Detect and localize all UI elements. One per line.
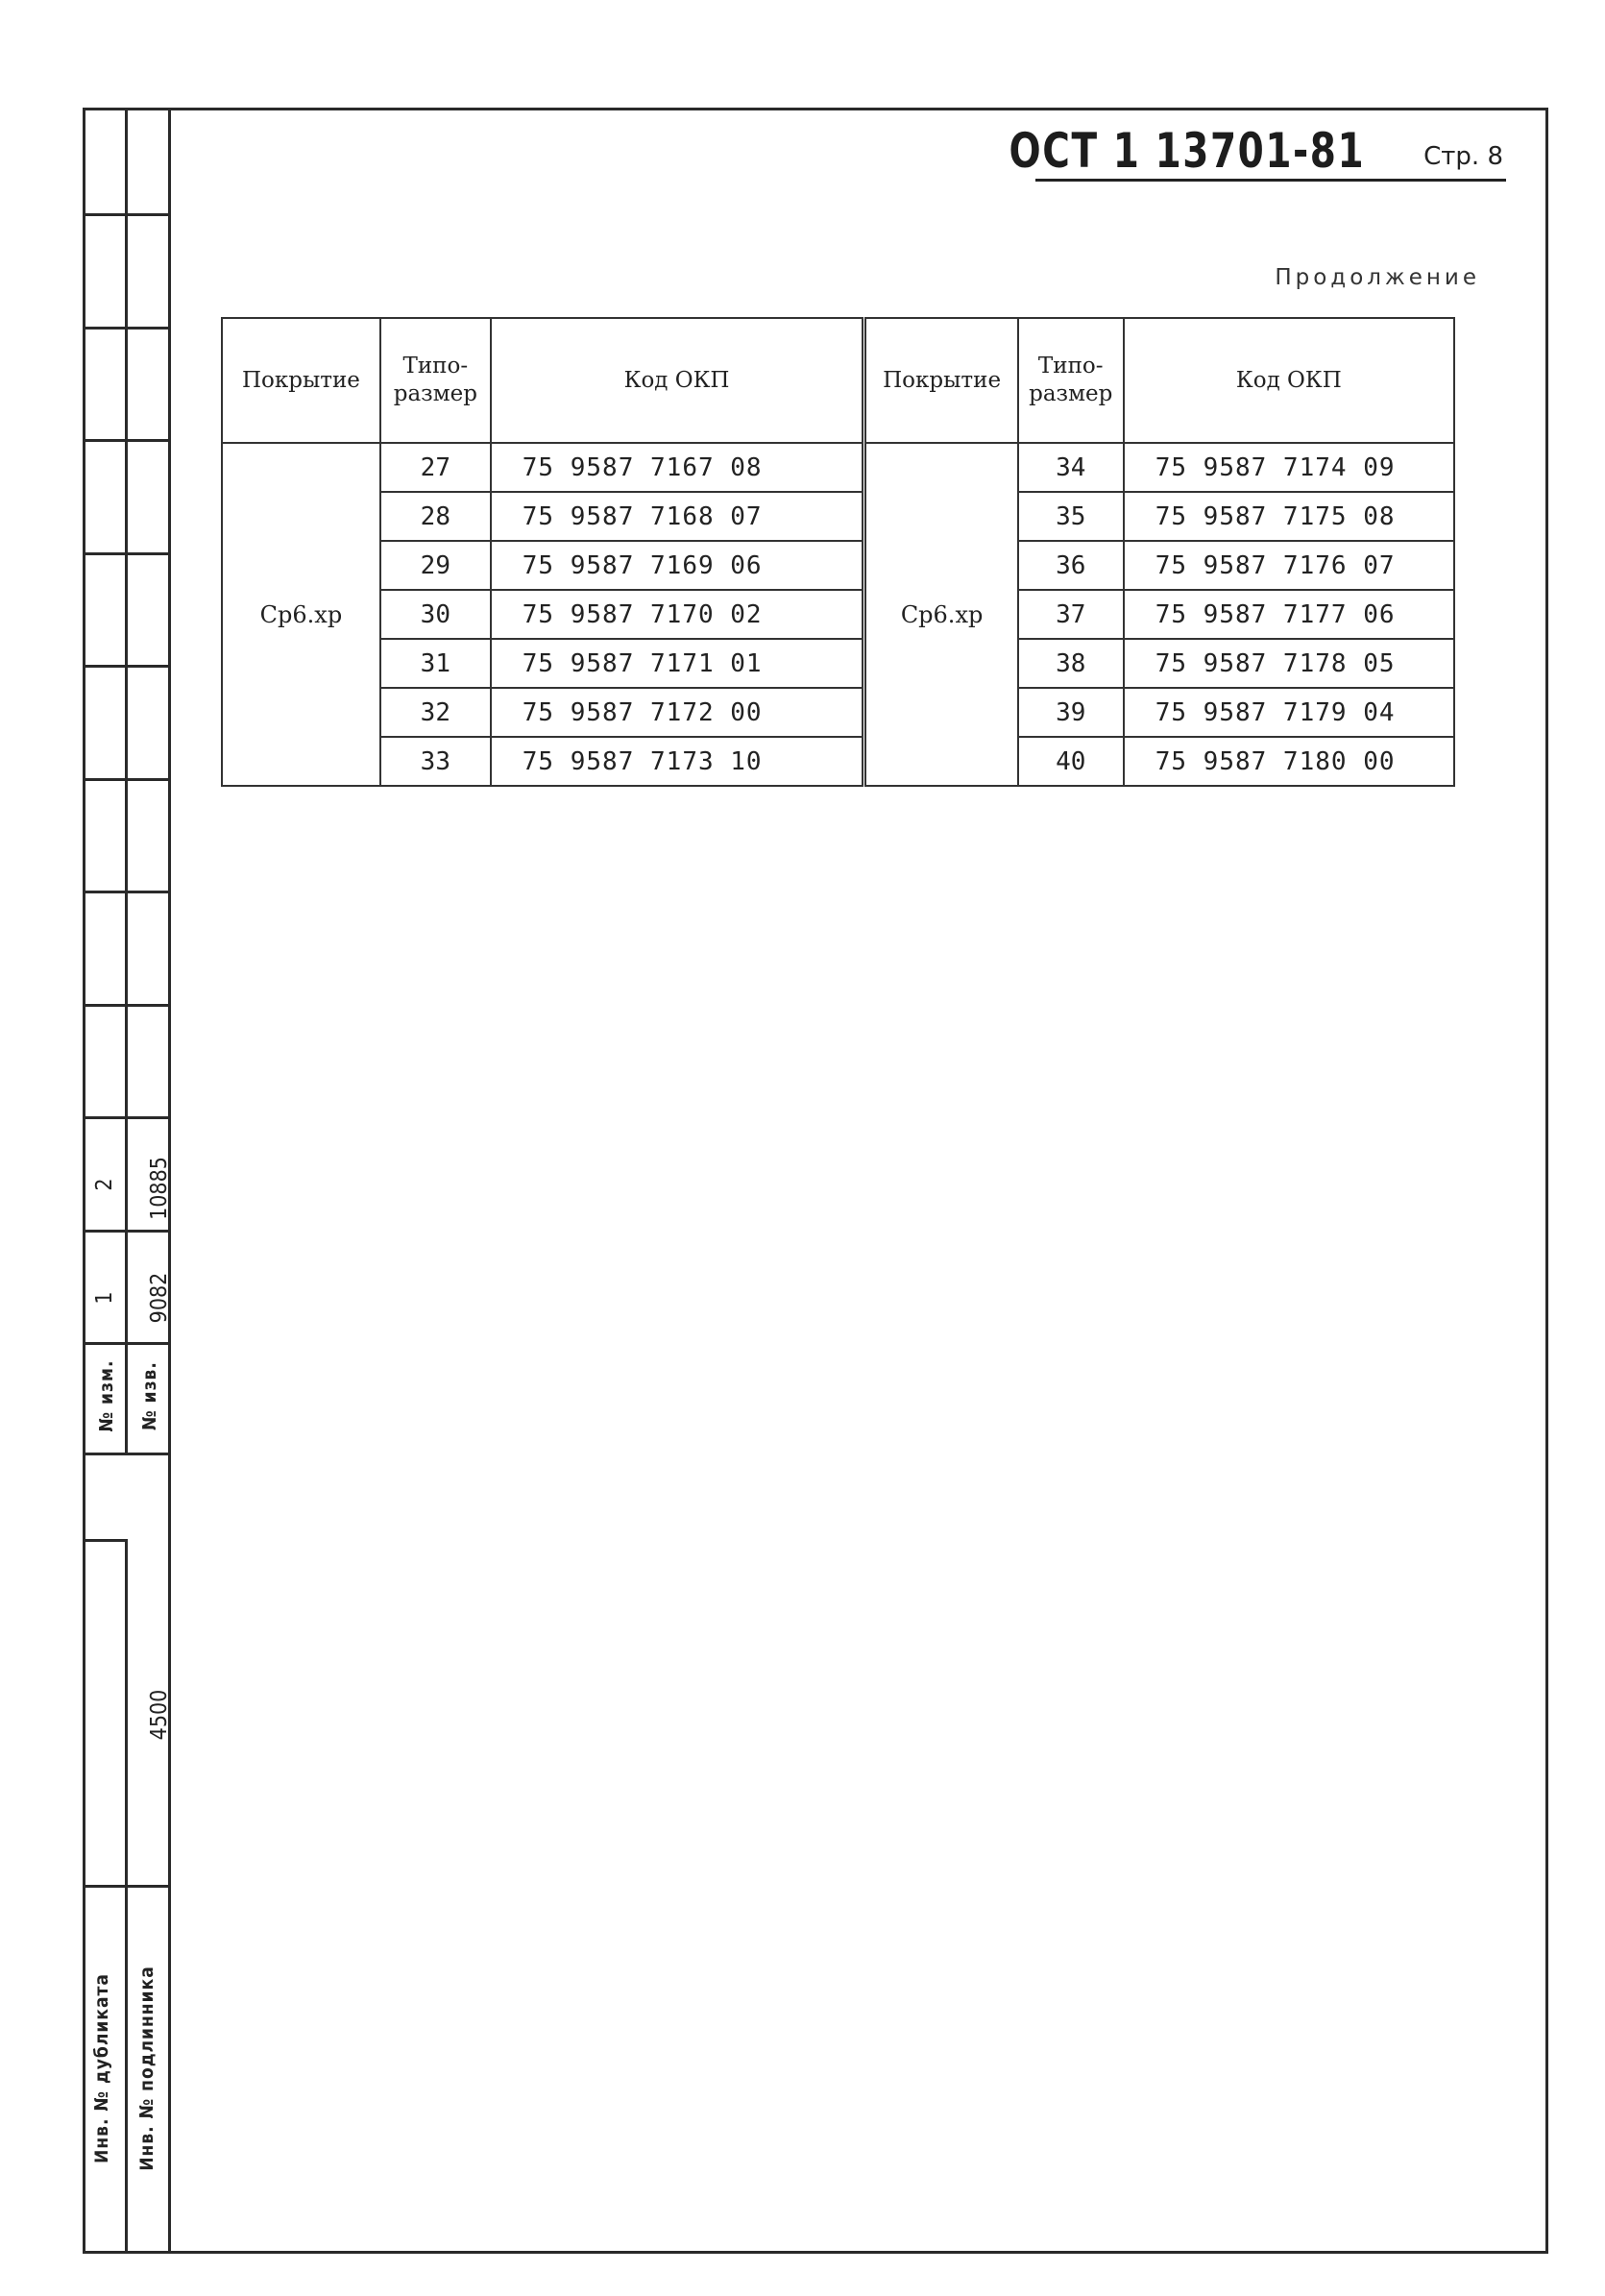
okp-code-cell: 75 9587 7178 05 <box>1124 639 1454 688</box>
table-row <box>222 590 1454 639</box>
size-cell: 36 <box>1018 541 1124 590</box>
size-cell: 29 <box>380 541 491 590</box>
coating-cell: Ср6.хр <box>864 443 1018 786</box>
change-number-label: № изм. <box>96 1359 117 1432</box>
okp-code-cell: 75 9587 7171 01 <box>491 639 864 688</box>
table-row <box>222 737 1454 786</box>
okp-code-cell: 75 9587 7180 00 <box>1124 737 1454 786</box>
coating-cell: Ср6.хр <box>222 443 380 786</box>
table-row <box>222 443 1454 492</box>
change-number-2: 2 <box>92 1178 117 1191</box>
size-cell: 38 <box>1018 639 1124 688</box>
size-cell: 35 <box>1018 492 1124 541</box>
margin-strip <box>83 108 171 2254</box>
size-cell: 31 <box>380 639 491 688</box>
table-row <box>222 541 1454 590</box>
okp-code-cell: 75 9587 7176 07 <box>1124 541 1454 590</box>
okp-code-cell: 75 9587 7168 07 <box>491 492 864 541</box>
size-cell: 39 <box>1018 688 1124 737</box>
column-header-okp-code: Код ОКП <box>491 318 864 443</box>
okp-code-cell: 75 9587 7169 06 <box>491 541 864 590</box>
table-row <box>222 492 1454 541</box>
notice-number-1: 9082 <box>147 1272 172 1324</box>
column-header-okp-code: Код ОКП <box>1124 318 1454 443</box>
okp-code-cell: 75 9587 7172 00 <box>491 688 864 737</box>
change-number-1: 1 <box>92 1291 117 1305</box>
size-cell: 40 <box>1018 737 1124 786</box>
column-header-coating: Покрытие <box>864 318 1018 443</box>
document-number: ОСТ 1 13701-81 <box>1009 123 1365 179</box>
okp-code-cell: 75 9587 7177 06 <box>1124 590 1454 639</box>
okp-code-cell: 75 9587 7173 10 <box>491 737 864 786</box>
column-header-coating: Покрытие <box>222 318 380 443</box>
notice-number-label: № изв. <box>139 1361 160 1430</box>
okp-code-cell: 75 9587 7174 09 <box>1124 443 1454 492</box>
okp-code-cell: 75 9587 7167 08 <box>491 443 864 492</box>
okp-code-cell: 75 9587 7170 02 <box>491 590 864 639</box>
table-row <box>222 688 1454 737</box>
size-cell: 30 <box>380 590 491 639</box>
title-underline <box>1035 179 1506 182</box>
okp-code-cell: 75 9587 7175 08 <box>1124 492 1454 541</box>
size-cell: 34 <box>1018 443 1124 492</box>
size-cell: 28 <box>380 492 491 541</box>
size-cell: 37 <box>1018 590 1124 639</box>
page-label: Стр. 8 <box>1423 142 1503 171</box>
table-row <box>222 639 1454 688</box>
continuation-label: Продолжение <box>1275 265 1480 290</box>
column-header-size: Типо- размер <box>1018 318 1124 443</box>
okp-code-table <box>221 317 1455 787</box>
duplicate-inventory-label: Инв. № дубликата <box>91 1973 112 2163</box>
original-inventory-label: Инв. № подлинника <box>136 1966 158 2171</box>
size-cell: 32 <box>380 688 491 737</box>
okp-code-cell: 75 9587 7179 04 <box>1124 688 1454 737</box>
original-inventory-number: 4500 <box>147 1689 172 1741</box>
size-cell: 27 <box>380 443 491 492</box>
column-header-size: Типо- размер <box>380 318 491 443</box>
size-cell: 33 <box>380 737 491 786</box>
notice-number-2: 10885 <box>147 1157 172 1220</box>
